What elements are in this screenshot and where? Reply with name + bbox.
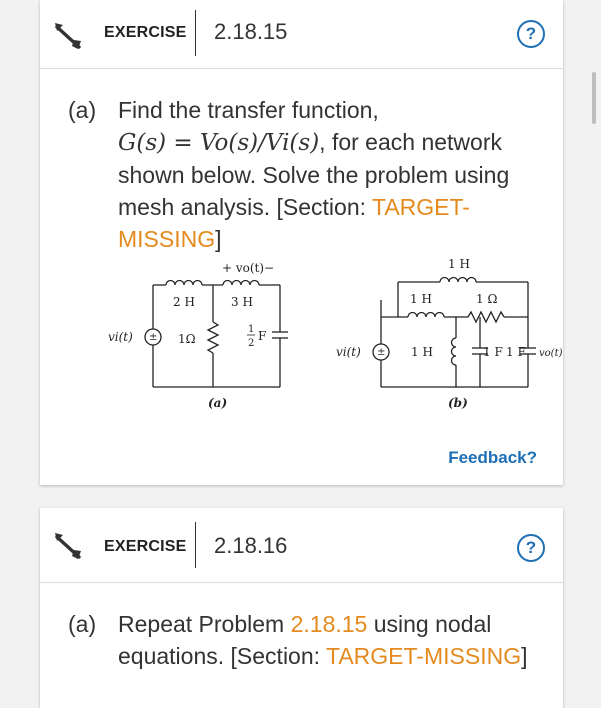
circuit-a-resistor-label: 1Ω [178,332,196,346]
exercise-card-2-18-16 [40,508,563,708]
circuit-a-cap-numerator: 1 [248,324,255,335]
section-link[interactable]: TARGET-MISSING [118,194,470,252]
problem-text-end: ] [215,226,222,252]
problem-link[interactable]: 2.18.15 [290,611,368,637]
exercise-number: 2.18.16 [214,533,288,558]
header-divider [195,10,196,56]
circuit-figure [108,252,563,417]
exercise-label: EXERCISE [104,24,187,41]
problem-text [118,94,548,255]
circuit-b-inner-inductor-label: 1 H [410,292,432,306]
part-label: (a) [68,97,97,123]
problem-text-end: ] [521,643,528,669]
circuit-a-source-label: vi(t) [108,330,133,344]
circuit-a-cap-label: F [258,329,267,343]
exercise-label: EXERCISE [104,538,187,555]
exercise-header [40,508,563,583]
circuit-b-output-label: vo(t) [539,348,563,359]
source-b-polarity: ± [377,347,386,358]
circuit-a-l1-label: 2 H [173,295,195,309]
circuit-a-cap-denominator: 2 [248,338,255,349]
help-icon[interactable]: ? [517,534,545,562]
circuit-b-source-label: vi(t) [336,345,361,359]
transfer-function-math: G(s) = Vo(s)/Vi(s) [118,130,320,156]
feedback-link[interactable]: Feedback? [448,448,537,467]
circuit-b-cap1-label: 1 F [483,345,503,359]
source-a-polarity: ± [149,332,158,343]
scrollbar[interactable] [592,72,596,124]
circuit-b-resistor-label: 1 Ω [476,292,498,306]
exercise-pencil-icon [52,530,84,562]
problem-text-intro: Find the transfer function, [118,97,379,123]
help-icon[interactable]: ? [517,20,545,48]
problem-text-body: , for each network shown below. Solve the problem using mesh analysis. [Section: [118,129,510,220]
circuit-a-l2-label: 3 H [231,295,253,309]
circuit-b-shunt-inductor-label: 1 H [411,345,433,359]
section-link[interactable]: TARGET-MISSING [326,643,522,669]
circuit-a-output-label: + vo(t)− [222,261,275,275]
circuit-b-caption: (b) [448,396,468,410]
part-label: (a) [68,611,97,637]
problem-text-body: using nodal equations. [Section: [118,611,492,669]
problem-text [118,608,548,672]
exercise-card-2-18-15 [40,0,563,485]
circuit-a-caption: (a) [208,396,228,410]
exercise-number: 2.18.15 [214,19,288,44]
circuit-b-top-inductor-label: 1 H [448,257,470,271]
problem-text-intro: Repeat Problem [118,611,291,637]
exercise-pencil-icon [52,20,84,52]
circuit-b-cap2-label: 1 F [506,345,526,359]
header-divider [195,522,196,568]
exercise-header [40,0,563,69]
